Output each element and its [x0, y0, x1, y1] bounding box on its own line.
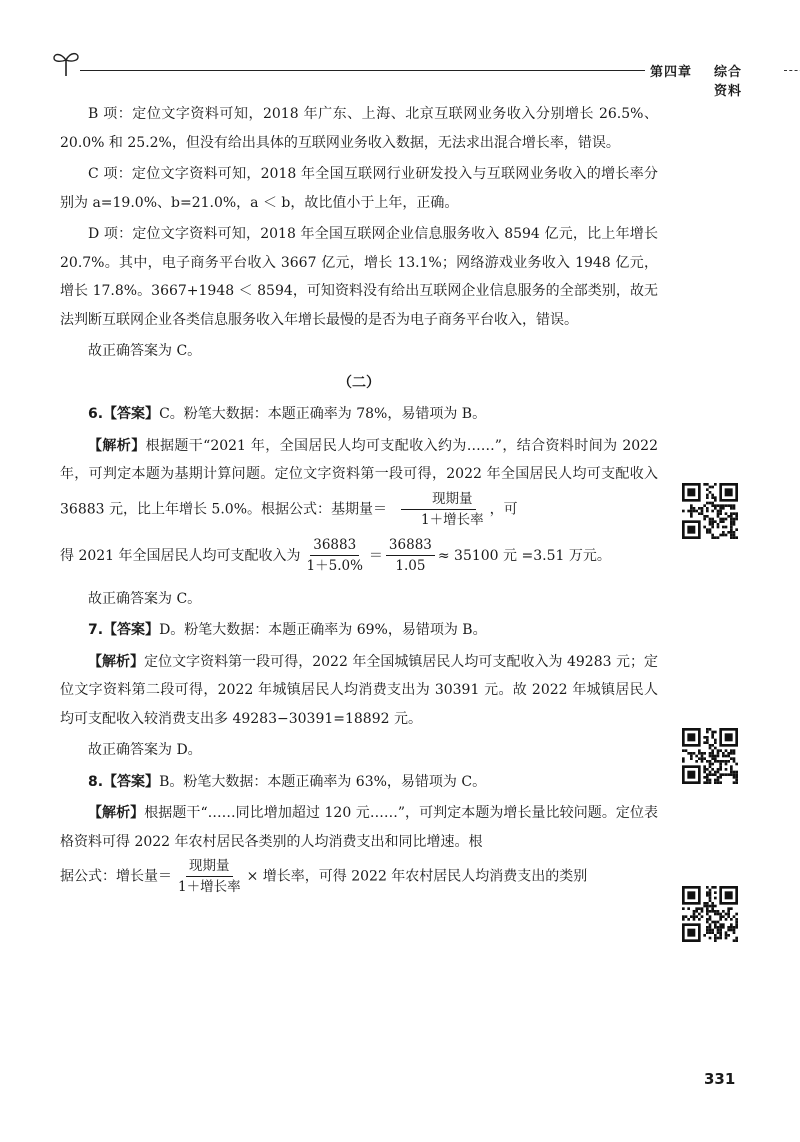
running-header — [52, 46, 752, 99]
page-body — [60, 100, 658, 897]
sprout-icon — [52, 48, 80, 78]
paragraph-b-item: B 项：定位文字资料可知，2018 年广东、上海、北京互联网业务收入分别增长 26.5%、20.0% 和 25.2%，但没有给出具体的互联网业务收入数据，无法求出混合增长率，错误。 — [60, 106, 658, 151]
q8-answer-text: B。粉笔大数据：本题正确率为 63%，易错项为 C。 — [159, 773, 487, 790]
qr-code-icon[interactable] — [682, 886, 738, 942]
q6-frac2-denominator: 1.05 — [395, 558, 426, 574]
q8-answer-tag: 8.【答案】 — [88, 773, 160, 790]
q8-analysis — [60, 799, 658, 856]
q7-analysis — [60, 648, 658, 734]
qr-code-icon[interactable] — [682, 728, 738, 784]
q7-analysis-tag: 【解析】 — [88, 653, 145, 670]
q7-answer — [60, 616, 658, 645]
q6-analysis-tag: 【解析】 — [88, 437, 146, 454]
q6-frac2-numerator: 36883 — [386, 535, 435, 556]
q6-answer-tag: 6.【答案】 — [88, 406, 160, 422]
q6-answer-text: C。粉笔大数据：本题正确率为 78%，易错项为 B。 — [159, 406, 487, 422]
q6-formula-numerator: 现期量 — [401, 489, 476, 510]
qr-code-icon[interactable] — [682, 483, 738, 539]
q6-analysis — [60, 432, 658, 530]
paragraph-d-item: D 项：定位文字资料可知，2018 年全国互联网企业信息服务收入 8594 亿元，比上年增长 20.7%。其中，电子商务平台收入 3667 亿元，增长 13.1%；网络游戏业务收入 1948 亿元，增长 17.8%。3667+1948 ＜ 8594，可知资料没有给出互联网企业信息服务的全部类别，故无法判断互联网企业各类信息服务收入年增长最慢的是否为电子商务平台收入，错误。 — [60, 226, 658, 328]
q8-formula-numerator: 现期量 — [186, 856, 233, 877]
q6-formula-fraction — [390, 489, 487, 530]
answer-q5: 故正确答案为 C。 — [88, 343, 202, 359]
q6-fraction-1 — [304, 535, 366, 576]
q8-analysis-text: 根据题干“……同比增加超过 120 元……”，可判定本题为增长量比较问题。定位表格资料可得 2022 年农村居民各类别的人均消费支出和同比增速。根 — [60, 805, 659, 850]
q6-calc-prefix: 得 2021 年全国居民人均可支配收入为 — [60, 547, 301, 564]
q6-answer — [60, 400, 658, 429]
paragraph-c-item: C 项：定位文字资料可知，2018 年全国互联网行业研发投入与互联网业务收入的增长率分别为 a=19.0%、b=21.0%，a ＜ b，故比值小于上年，正确。 — [60, 166, 658, 211]
q7-analysis-text: 定位文字资料第一段可得，2022 年全国城镇居民人均可支配收入为 49283 元；定位文字资料第二段可得，2022 年城镇居民人均消费支出为 30391 元。故 2022 年城镇居民人均可支配收入较消费支出多 49283−30391=18892 元。 — [60, 653, 659, 727]
answer-q7: 故正确答案为 D。 — [88, 742, 202, 758]
q6-frac1-numerator: 36883 — [310, 535, 359, 556]
q6-formula-after: ，可 — [489, 501, 518, 517]
q8-formula — [60, 856, 658, 897]
q8-formula-denominator: 1＋增长率 — [178, 879, 241, 895]
q6-fraction-2 — [386, 535, 435, 576]
q8-analysis-tag: 【解析】 — [88, 805, 145, 821]
answer-q6: 故正确答案为 C。 — [88, 590, 202, 607]
subheading: （二） — [338, 374, 380, 391]
q6-frac1-denominator: 1＋5.0% — [306, 558, 363, 574]
q7-answer-tag: 7.【答案】 — [88, 622, 160, 638]
q6-calculation — [60, 530, 658, 582]
q6-equals: ＝ — [368, 547, 383, 564]
q8-formula-fraction — [175, 856, 244, 897]
q6-analysis-text: 根据题干“2021 年，全国居民人均可支配收入约为……”，结合资料时间为 2022 年，可判定本题为基期计算问题。定位文字资料第一段可得，2022 年全国居民人均可支配收入 36883 元，比上年增长 5.0%。根据公式：基期量＝ — [60, 437, 658, 517]
q6-calc-suffix: ≈ 35100 元 =3.51 万元。 — [437, 547, 611, 564]
q8-formula-prefix: 据公式：增长量＝ — [60, 868, 172, 885]
q6-formula-denominator: 1＋增长率 — [421, 511, 484, 528]
q7-answer-text: D。粉笔大数据：本题正确率为 69%，易错项为 B。 — [159, 622, 487, 638]
q8-formula-suffix: × 增长率，可得 2022 年农村居民人均消费支出的类别 — [246, 868, 588, 885]
chapter-title: 第四章 — [650, 65, 693, 80]
page-number: 331 — [704, 1070, 736, 1088]
header-tail-rule — [784, 70, 800, 71]
q8-answer — [60, 768, 658, 797]
section-title: 综合资料 — [714, 65, 743, 99]
header-rule — [80, 70, 645, 71]
